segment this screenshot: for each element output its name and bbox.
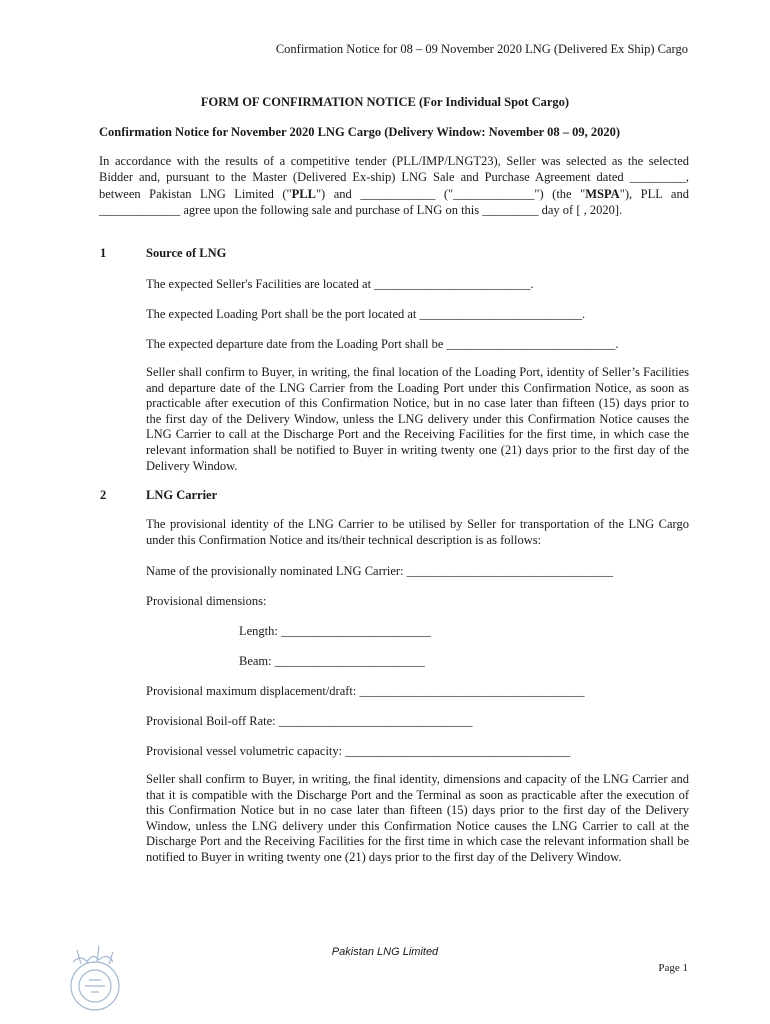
section-1-confirmation-paragraph: Seller shall confirm to Buyer, in writing, the final location of the Loading Port, identity of Seller’s Facilities and departure date of the LNG Carrier from the Loading Port under this Confirmation Notice, as soon as practicable after execution of this Confirmation Notice, but in no case later than fifteen (15) days prior to the first day of the Delivery Window, unless the LNG delivery under this Confirmation Notice causes the LNG Carrier to call at the Discharge Port and the Receiving Facilities for the first time, in which case the relevant information shall be notified to Buyer in writing twenty one (21) days prior to the first day of the Delivery Window. [146, 365, 689, 473]
intro-text-3: "), PLL and _____________ agree upon the following sale and purchase of LNG on this _________ day of [ , 2020]. [99, 186, 689, 217]
departure-date-line: The expected departure date from the Loading Port shall be ___________________________. [146, 337, 619, 351]
mspa-term: MSPA [585, 186, 620, 201]
form-title: FORM OF CONFIRMATION NOTICE (For Individual Spot Cargo) [200, 95, 570, 109]
sellers-facilities-line: The expected Seller's Facilities are located at _________________________. [146, 277, 534, 291]
running-header: Confirmation Notice for 08 – 09 November 2020 LNG (Delivered Ex Ship) Cargo [275, 42, 688, 56]
footer-company-name: Pakistan LNG Limited [331, 946, 439, 958]
section-2-confirmation-paragraph: Seller shall confirm to Buyer, in writing, the final identity, dimensions and capacity of the LNG Carrier and that it is compatible with the Discharge Port and the Terminal as soon as practicable after the execution of this Confirmation Notice but in no case later than fifteen (15) days prior to the first day of the Delivery Window, unless the LNG delivery under this Confirmation Notice causes the LNG Carrier to call at the Discharge Port and the Receiving Facilities for the first time in which case the relevant information shall be notified to Buyer in writing twenty one (21) days prior to the first day of the Delivery Window. [146, 772, 689, 864]
provisional-dimensions-label: Provisional dimensions: [146, 594, 267, 608]
displacement-line: Provisional maximum displacement/draft: ____________________________________ [146, 684, 585, 698]
length-line: Length: ________________________ [239, 624, 432, 638]
section-1-number: 1 [100, 246, 107, 260]
carrier-name-line: Name of the provisionally nominated LNG Carrier: _________________________________ [146, 564, 613, 578]
boiloff-rate-line: Provisional Boil-off Rate: _______________________________ [146, 714, 473, 728]
intro-text-1: In accordance with the results of a competitive tender (PLL/IMP/LNGT23), Seller was selected as the selected Bidder and, pursuant to the Master (Delivered Ex-ship) LNG Sale and Purchase Agreement dated _________, between Pakistan LNG Limited (" [99, 154, 689, 201]
provisional-identity-paragraph: The provisional identity of the LNG Carrier to be utilised by Seller for transportation of the LNG Cargo under this Confirmation Notice and its/their technical description is as follows: [146, 517, 689, 547]
page-number: Page 1 [658, 962, 688, 974]
loading-port-line: The expected Loading Port shall be the port located at __________________________. [146, 307, 586, 321]
intro-paragraph [99, 153, 689, 218]
intro-text-2: ") and ____________ ("_____________") (the " [315, 186, 586, 201]
section-2-title: LNG Carrier [146, 488, 218, 502]
volumetric-capacity-line: Provisional vessel volumetric capacity: ____________________________________ [146, 744, 571, 758]
notice-subtitle: Confirmation Notice for November 2020 LNG Cargo (Delivery Window: November 08 – 09, 2020) [99, 125, 620, 139]
pll-term: PLL [291, 186, 316, 201]
section-1-title: Source of LNG [146, 246, 227, 260]
section-2-number: 2 [100, 488, 107, 502]
beam-line: Beam: ________________________ [239, 654, 425, 668]
